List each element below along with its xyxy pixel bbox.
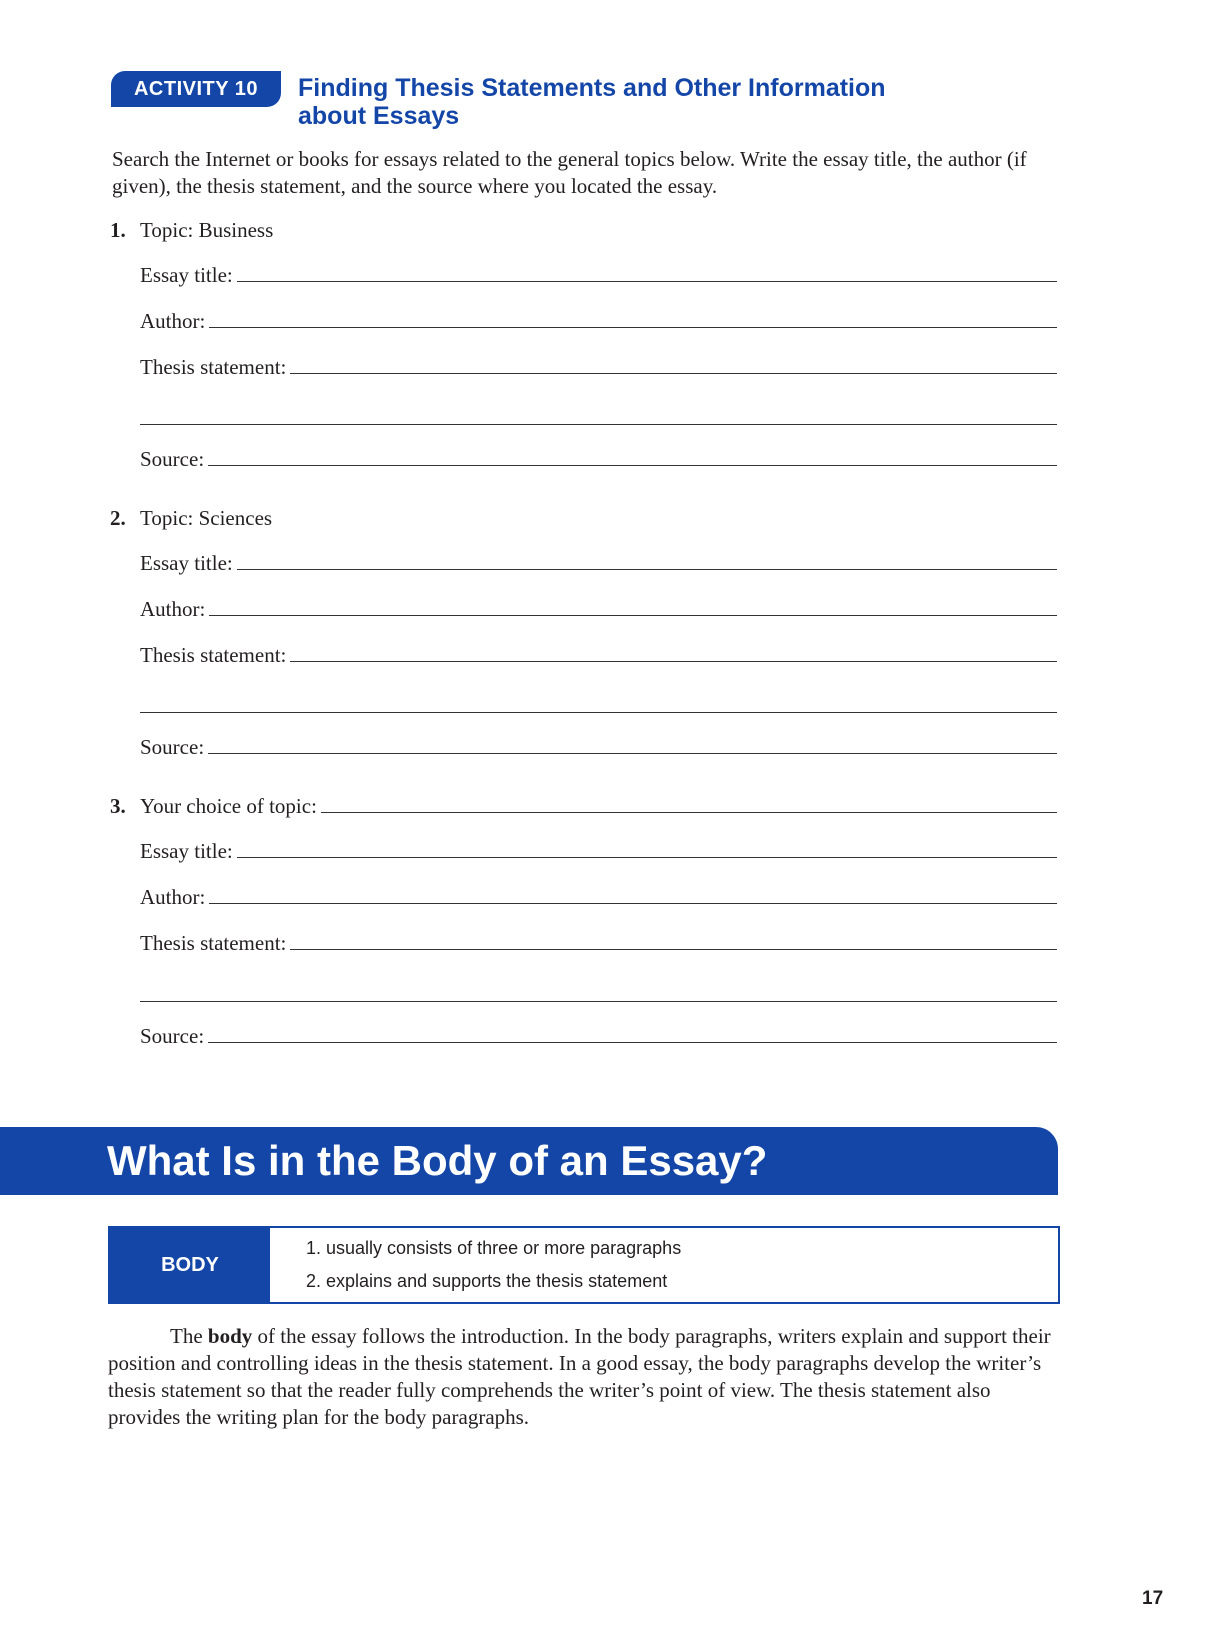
thesis-label: Thesis statement:: [140, 931, 287, 955]
body-paragraph: [108, 1323, 1058, 1431]
thesis-blank[interactable]: [290, 949, 1057, 950]
body-definition-box: [108, 1226, 1060, 1304]
topic-2-author-field[interactable]: [140, 596, 1057, 622]
topic-2-thesis-field[interactable]: [140, 642, 1057, 668]
source-label: Source:: [140, 735, 205, 759]
topic-2-number: 2.: [110, 506, 126, 530]
topic-3-number: 3.: [110, 794, 126, 818]
source-label: Source:: [140, 447, 205, 471]
topic-2-text: Topic: Sciences: [140, 506, 273, 530]
source-blank[interactable]: [208, 465, 1057, 466]
topic-3-thesis-field[interactable]: [140, 930, 1057, 956]
topic-3-blank[interactable]: [321, 812, 1057, 813]
author-label: Author:: [140, 309, 206, 333]
thesis-label: Thesis statement:: [140, 355, 287, 379]
essay-title-blank[interactable]: [237, 857, 1057, 858]
topic-3-text: Your choice of topic:: [140, 794, 317, 818]
activity-title: [298, 74, 998, 130]
source-label: Source:: [140, 1024, 205, 1048]
essay-title-label: Essay title:: [140, 551, 233, 575]
paragraph-rest: of the essay follows the introduction. In the body paragraphs, writers explain and support their position and controlling ideas in the thesis statement. In a good essay, the body paragraphs develop the writer’s thesis statement so that the reader fully comprehends the writer’s point of view. The thesis statement also provides the writing plan for the body paragraphs.: [108, 1324, 1051, 1429]
activity-title-line1: Finding Thesis Statements and Other Information: [298, 74, 886, 102]
topic-2: [110, 505, 272, 531]
instructions: Search the Internet or books for essays related to the general topics below. Write the essay title, the author (if given), the thesis statement, and the source where you located the essay.: [112, 147, 1027, 198]
author-blank[interactable]: [209, 327, 1057, 328]
topic-3-essay-title-field[interactable]: [140, 838, 1057, 864]
topic-2-essay-title-field[interactable]: [140, 550, 1057, 576]
author-blank[interactable]: [209, 615, 1057, 616]
activity-title-line2: about Essays: [298, 102, 460, 130]
topic-3-author-field[interactable]: [140, 884, 1057, 910]
paragraph-start: The: [170, 1324, 208, 1348]
body-item-1: 1. usually consists of three or more paragraphs: [306, 1238, 682, 1258]
section-title: What Is in the Body of an Essay?: [107, 1137, 768, 1184]
author-blank[interactable]: [209, 903, 1057, 904]
author-label: Author:: [140, 885, 206, 909]
author-label: Author:: [140, 597, 206, 621]
section-banner: [0, 1127, 1058, 1195]
thesis-blank[interactable]: [290, 373, 1057, 374]
body-label: BODY: [110, 1228, 270, 1302]
topic-2-source-field[interactable]: [140, 734, 1057, 760]
thesis-blank[interactable]: [290, 661, 1057, 662]
page-number: 17: [1142, 1588, 1164, 1609]
topic-1-author-field[interactable]: [140, 308, 1057, 334]
essay-title-label: Essay title:: [140, 839, 233, 863]
paragraph-bold-term: body: [207, 1324, 253, 1348]
thesis-label: Thesis statement:: [140, 643, 287, 667]
topic-1-essay-title-field[interactable]: [140, 262, 1057, 288]
topic-1-thesis-field[interactable]: [140, 354, 1057, 380]
topic-1-text: Topic: Business: [140, 218, 274, 242]
topic-1-thesis-blank-2[interactable]: [140, 424, 1057, 425]
essay-title-blank[interactable]: [237, 569, 1057, 570]
activity-badge: ACTIVITY 10: [111, 71, 281, 107]
topic-3[interactable]: [110, 793, 1057, 819]
essay-title-blank[interactable]: [237, 281, 1057, 282]
topic-3-thesis-blank-2[interactable]: [140, 1001, 1057, 1002]
topic-3-source-field[interactable]: [140, 1023, 1057, 1049]
body-item-2: 2. explains and supports the thesis statement: [306, 1271, 668, 1291]
essay-title-label: Essay title:: [140, 263, 233, 287]
topic-2-thesis-blank-2[interactable]: [140, 712, 1057, 713]
topic-1-source-field[interactable]: [140, 446, 1057, 472]
topic-1-number: 1.: [110, 218, 126, 242]
source-blank[interactable]: [208, 1042, 1057, 1043]
topic-1: [110, 217, 273, 243]
source-blank[interactable]: [208, 753, 1057, 754]
